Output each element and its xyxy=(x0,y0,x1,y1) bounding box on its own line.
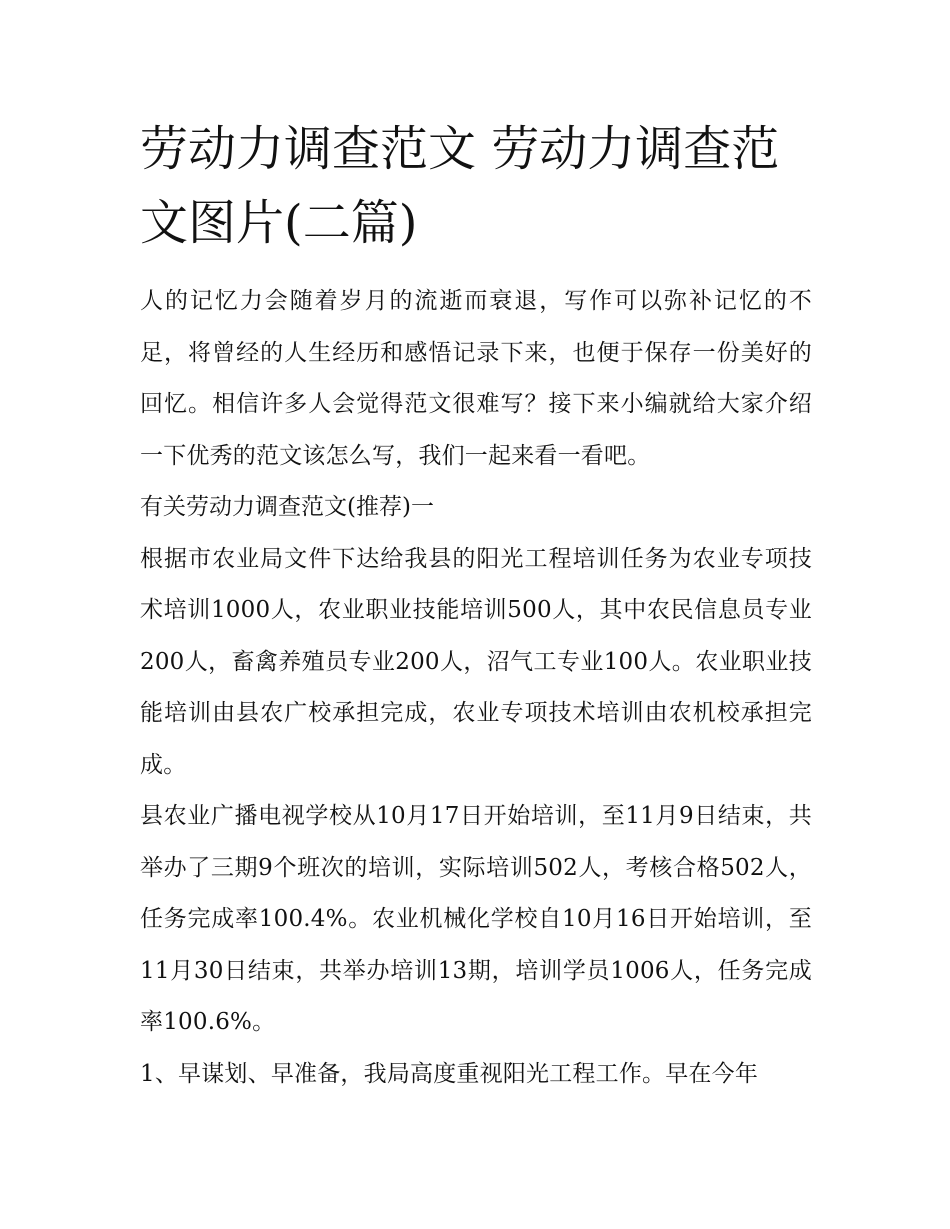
document-title: 劳动力调查范文 劳动力调查范文图片(二篇) xyxy=(140,121,780,251)
task-paragraph: 根据市农业局文件下达给我县的阳光工程培训任务为农业专项技术培训1000人，农业职业技能培训500人，其中农民信息员专业200人，畜禽养殖员专业200人，沼气工专业100人。农业职业技能培训由县农广校承担完成，农业专项技术培训由农机校承担完成。 xyxy=(140,545,812,778)
intro-paragraph: 人的记忆力会随着岁月的流逝而衰退，写作可以弥补记忆的不足，将曾经的人生经历和感悟记录下来，也便于保存一份美好的回忆。相信许多人会觉得范文很难写？接下来小编就给大家介绍一下优秀的范文该怎么写，我们一起来看一看吧。 xyxy=(140,288,812,469)
training-result-paragraph: 县农业广播电视学校从10月17日开始培训，至11月9日结束，共举办了三期9个班次的培训，实际培训502人，考核合格502人，任务完成率100.4%。农业机械化学校自10月16日开始培训，至11月30日结束，共举办培训13期，培训学员1006人，任务完成率100.6%。 xyxy=(140,803,812,1035)
section-heading: 有关劳动力调查范文(推荐)一 xyxy=(140,494,434,520)
document-body xyxy=(140,276,812,1100)
list-item-paragraph: 1、早谋划、早准备，我局高度重视阳光工程工作。早在今年 xyxy=(140,1060,759,1087)
